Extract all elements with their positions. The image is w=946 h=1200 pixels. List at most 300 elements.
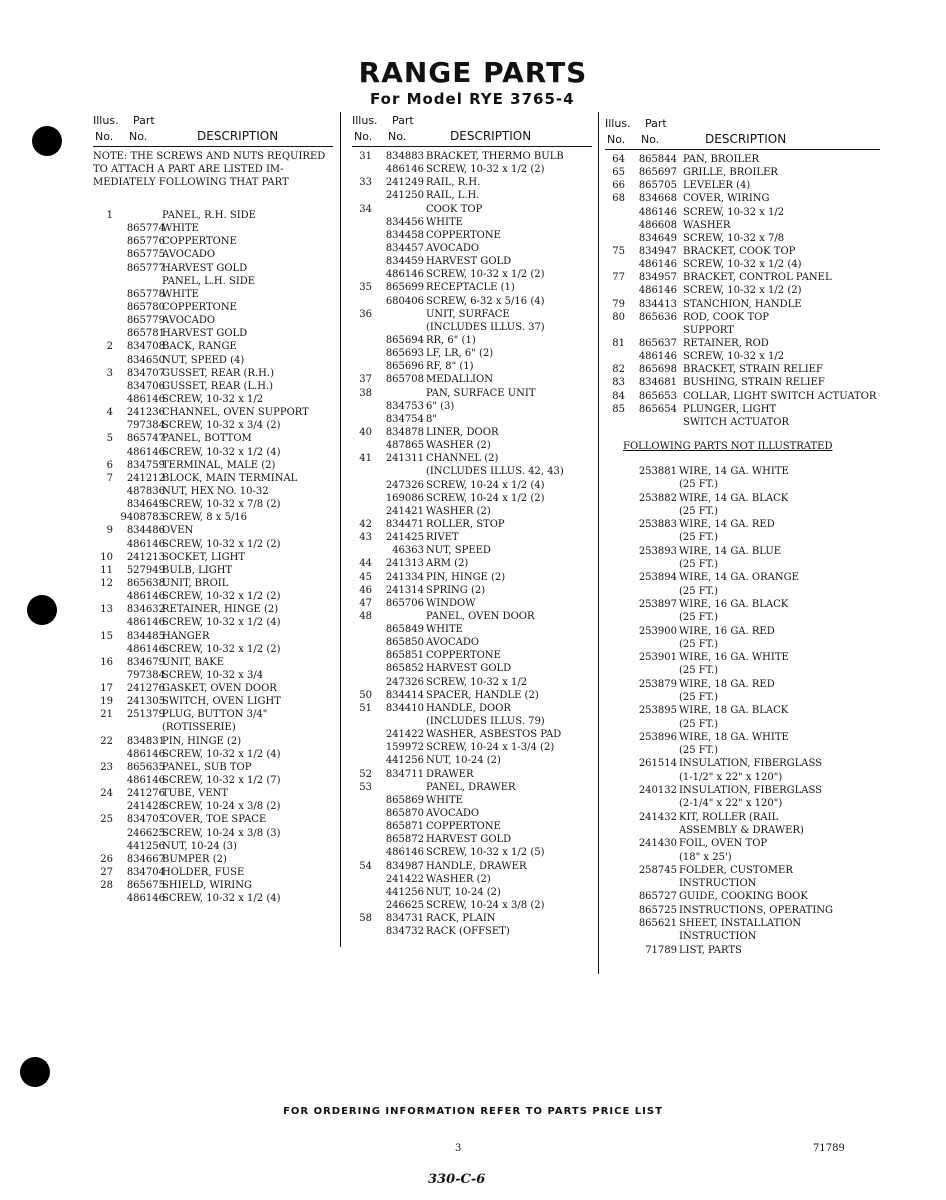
part-row — [605, 638, 880, 651]
part-number: 241250 — [385, 190, 424, 202]
part-row — [352, 820, 592, 833]
part-description: COVER, TOE SPACE — [162, 814, 267, 826]
part-description: SCREW, 10-32 x 1/2 (2) — [162, 591, 281, 603]
part-description: WASHER, ASBESTOS PAD — [426, 729, 562, 741]
part-row — [605, 192, 880, 205]
part-description: WIRE, 14 GA. ORANGE — [679, 572, 799, 584]
part-description: FOIL, OVEN TOP — [679, 838, 768, 850]
part-row — [93, 235, 333, 248]
part-number: 834458 — [385, 229, 424, 241]
part-description: SUPPORT — [683, 324, 734, 336]
part-row — [93, 800, 333, 813]
part-description: RETAINER, ROD — [683, 337, 769, 349]
part-row — [352, 242, 592, 255]
part-description: DRAWER — [426, 768, 474, 780]
part-number: 241249 — [385, 177, 424, 189]
part-row — [352, 373, 592, 386]
page-title: RANGE PARTS — [358, 56, 588, 89]
part-description: BACK, RANGE — [162, 341, 237, 353]
part-row — [93, 669, 333, 682]
part-number: 865637 — [638, 337, 677, 349]
part-row — [352, 899, 592, 912]
part-number: 834704 — [126, 867, 165, 879]
part-row — [352, 649, 592, 662]
part-number: 487865 — [385, 440, 424, 452]
part-number: 241311 — [385, 453, 424, 465]
part-number: 865653 — [638, 390, 677, 402]
part-row — [352, 728, 592, 741]
part-number: 253897 — [638, 598, 677, 610]
illus-number: 3 — [106, 367, 113, 379]
part-row — [605, 585, 880, 598]
part-row — [93, 708, 333, 721]
part-row — [605, 416, 880, 429]
part-row — [605, 531, 880, 544]
part-row — [352, 833, 592, 846]
header-illus: Illus. — [605, 117, 631, 130]
illus-number: 84 — [612, 390, 625, 402]
part-description: SCREW, 10-32 x 1/2 (2) — [162, 643, 281, 655]
part-number: 241430 — [638, 838, 677, 850]
part-description: AVOCADO — [162, 249, 216, 261]
part-number: 441256 — [385, 755, 424, 767]
part-row — [605, 771, 880, 784]
part-description: SHIELD, WIRING — [162, 880, 252, 892]
part-number: 241428 — [126, 801, 165, 813]
part-number: 46363 — [392, 545, 424, 557]
part-number: 834711 — [385, 768, 424, 780]
illus-number: 64 — [612, 154, 625, 165]
part-number: 253882 — [638, 492, 677, 504]
illus-number: 75 — [612, 245, 625, 257]
part-number: 834731 — [385, 913, 424, 925]
part-row — [605, 625, 880, 638]
part-number: 247326 — [385, 676, 424, 688]
part-row — [93, 616, 333, 629]
part-description: RETAINER, HINGE (2) — [162, 604, 279, 616]
part-row — [605, 465, 880, 478]
part-description: LINER, DOOR — [426, 426, 499, 438]
part-description: PANEL, OVEN DOOR — [426, 610, 535, 622]
illus-number: 19 — [100, 696, 113, 708]
part-description: SCREW, 10-32 x 3/4 (2) — [162, 420, 281, 432]
part-number: 241236 — [126, 407, 165, 419]
part-row — [93, 222, 333, 235]
not-illustrated-heading: FOLLOWING PARTS NOT ILLUSTRATED — [623, 440, 833, 452]
illus-number: 58 — [359, 913, 372, 925]
part-description: GUIDE, COOKING BOOK — [679, 891, 808, 903]
part-description: SCREW, 10-32 x 1/2 (2) — [426, 269, 545, 281]
part-number: 834457 — [385, 242, 424, 254]
part-number: 865776 — [126, 236, 165, 248]
part-row — [93, 511, 333, 524]
part-description: SCREW, 10-32 x 1/2 (4) — [683, 259, 802, 271]
part-row — [93, 630, 333, 643]
part-row — [93, 459, 333, 472]
part-description: (25 FT.) — [679, 718, 719, 730]
illus-number: 26 — [100, 853, 113, 865]
part-number: 865727 — [638, 891, 677, 903]
part-description: CHANNEL, OVEN SUPPORT — [162, 407, 309, 419]
part-row — [605, 206, 880, 219]
part-number: 486146 — [126, 775, 165, 787]
part-description: PIN, HINGE (2) — [426, 571, 506, 583]
part-description: (INCLUDES ILLUS. 79) — [426, 716, 545, 728]
part-number: 159972 — [385, 742, 424, 754]
part-number: 834681 — [638, 377, 677, 389]
illus-number: 15 — [100, 630, 113, 642]
part-description: HARVEST GOLD — [162, 328, 248, 340]
part-number: 865747 — [126, 433, 165, 445]
part-number: 486146 — [126, 748, 165, 760]
not-illustrated-list — [605, 465, 880, 957]
part-row — [352, 360, 592, 373]
part-row — [605, 219, 880, 232]
part-number: 241425 — [385, 532, 424, 544]
handwritten-code: 330-C-6 — [428, 1172, 486, 1187]
part-description: COOK TOP — [426, 203, 483, 215]
part-description: SCREW, 10-32 x 1/2 — [683, 351, 785, 363]
part-row — [93, 787, 333, 800]
part-row — [605, 258, 880, 271]
part-description: PANEL, R.H. SIDE — [162, 210, 256, 221]
part-number: 834708 — [126, 341, 165, 353]
page-number: 3 — [455, 1143, 462, 1154]
part-number: 247326 — [385, 479, 424, 491]
part-description: WIRE, 14 GA. BLACK — [679, 492, 789, 504]
document-number: 71789 — [813, 1143, 845, 1154]
part-number: 865780 — [126, 301, 165, 313]
part-number: 834754 — [385, 413, 424, 425]
illus-number: 11 — [100, 564, 113, 576]
part-row — [605, 571, 880, 584]
part-number: 246625 — [126, 827, 165, 839]
part-row — [605, 179, 880, 192]
illus-number: 24 — [100, 788, 113, 800]
part-row — [605, 704, 880, 717]
part-description: RF, 8" (1) — [426, 361, 474, 373]
header-illus-no: No. — [95, 130, 114, 143]
part-description: SCREW, 10-32 x 1/2 (4) — [162, 748, 281, 760]
part-description: COPPERTONE — [162, 301, 237, 313]
illus-number: 50 — [359, 689, 372, 701]
part-description: 6" (3) — [426, 400, 455, 412]
binder-hole-bottom — [20, 1057, 50, 1087]
part-description: HOLDER, FUSE — [162, 867, 245, 879]
part-description: 8" — [426, 413, 437, 425]
illus-number: 10 — [100, 551, 113, 563]
part-description: INSTRUCTION — [679, 931, 757, 943]
part-number: 834987 — [385, 860, 424, 872]
part-number: 487836 — [126, 485, 165, 497]
part-row — [605, 166, 880, 179]
part-description: (INCLUDES ILLUS. 37) — [426, 321, 545, 333]
part-number: 241422 — [385, 729, 424, 741]
part-description: AVOCADO — [426, 242, 480, 254]
part-description: RAIL, L.H. — [426, 190, 480, 202]
part-number: 251379 — [126, 709, 165, 721]
part-row — [605, 731, 880, 744]
part-description: SWITCH ACTUATOR — [683, 416, 790, 428]
part-number: 241421 — [385, 505, 424, 517]
part-number: 834485 — [126, 630, 165, 642]
part-description: SCREW, 10-24 x 3/8 (2) — [162, 801, 281, 813]
part-row — [352, 597, 592, 610]
part-row — [605, 376, 880, 389]
part-description: SCREW, 10-24 x 1-3/4 (2) — [426, 742, 555, 754]
part-description: NUT, HEX NO. 10-32 — [162, 485, 269, 497]
part-description: NUT, 10-24 (3) — [162, 840, 237, 852]
header-description: DESCRIPTION — [705, 132, 787, 146]
part-row — [93, 314, 333, 327]
illus-number: 25 — [100, 814, 113, 826]
part-description: NUT, 10-24 (2) — [426, 755, 501, 767]
illus-number: 41 — [359, 453, 372, 465]
part-row — [93, 485, 333, 498]
part-description: PANEL, DRAWER — [426, 781, 516, 793]
illus-number: 80 — [612, 311, 625, 323]
part-description: WIRE, 16 GA. RED — [679, 625, 775, 637]
part-number: 241276 — [126, 788, 165, 800]
part-row — [93, 209, 333, 222]
header-illus: Illus. — [93, 114, 119, 127]
illus-number: 2 — [106, 341, 113, 353]
part-row — [605, 232, 880, 245]
part-number: 486146 — [126, 617, 165, 629]
part-row — [605, 678, 880, 691]
part-description: UNIT, BAKE — [162, 656, 225, 668]
part-row — [605, 811, 880, 824]
part-description: ROLLER, STOP — [426, 518, 505, 530]
part-row — [352, 531, 592, 544]
part-row — [93, 656, 333, 669]
part-row — [352, 768, 592, 781]
column-divider-2 — [598, 112, 599, 974]
part-number: 834486 — [126, 525, 165, 537]
part-row — [352, 873, 592, 886]
part-description: PANEL, BOTTOM — [162, 433, 252, 445]
part-number: 253893 — [638, 545, 677, 557]
part-row — [93, 551, 333, 564]
part-row — [93, 603, 333, 616]
part-row — [605, 390, 880, 403]
part-row — [605, 153, 880, 166]
part-row — [352, 452, 592, 465]
part-description: UNIT, SURFACE — [426, 308, 510, 320]
part-row — [93, 761, 333, 774]
part-row — [352, 623, 592, 636]
part-row — [93, 748, 333, 761]
part-description: (25 FT.) — [679, 479, 719, 491]
part-row — [93, 354, 333, 367]
part-row — [352, 715, 592, 728]
part-description: SHEET, INSTALLATION — [679, 918, 802, 930]
part-row — [605, 505, 880, 518]
part-number: 865698 — [638, 364, 677, 376]
part-row — [93, 866, 333, 879]
part-number: 241313 — [385, 558, 424, 570]
part-number: 834632 — [126, 604, 165, 616]
part-description: RIVET — [426, 532, 459, 544]
illus-number: 34 — [359, 203, 372, 215]
part-row — [352, 439, 592, 452]
part-row — [93, 577, 333, 590]
part-description: ARM (2) — [426, 558, 469, 570]
part-number: 486146 — [385, 164, 424, 176]
part-description: HARVEST GOLD — [426, 256, 512, 268]
illus-number: 46 — [359, 584, 372, 596]
parts-column-1 — [93, 112, 333, 905]
part-number: 486146 — [126, 643, 165, 655]
part-number: 486146 — [385, 269, 424, 281]
part-row — [352, 189, 592, 202]
part-number: 865699 — [385, 282, 424, 294]
part-number: 865621 — [638, 918, 677, 930]
part-description: (25 FT.) — [679, 585, 719, 597]
part-description: WIRE, 18 GA. WHITE — [679, 731, 789, 743]
illus-number: 1 — [106, 210, 113, 221]
illus-number: 45 — [359, 571, 372, 583]
part-row — [352, 229, 592, 242]
part-number: 834668 — [638, 193, 677, 205]
column-divider-1 — [340, 112, 341, 947]
part-description: TUBE, VENT — [162, 788, 229, 800]
illus-number: 35 — [359, 282, 372, 294]
part-description: HANGER — [162, 630, 210, 642]
part-row — [93, 682, 333, 695]
ordering-footer: FOR ORDERING INFORMATION REFER TO PARTS PRICE LIST — [283, 1106, 663, 1117]
part-description: PAN, SURFACE UNIT — [426, 387, 536, 399]
part-description: (2-1/4" x 22" x 120") — [679, 798, 783, 810]
illus-number: 77 — [612, 272, 625, 284]
part-number: 834831 — [126, 735, 165, 747]
part-row — [352, 781, 592, 794]
part-row — [93, 813, 333, 826]
part-row — [93, 524, 333, 537]
illus-number: 44 — [359, 558, 372, 570]
part-description: BRACKET, COOK TOP — [683, 245, 796, 257]
part-description: INSULATION, FIBERGLASS — [679, 785, 823, 797]
part-description: WIRE, 18 GA. BLACK — [679, 705, 789, 717]
illus-number: 53 — [359, 781, 372, 793]
part-row — [93, 393, 333, 406]
part-description: SCREW, 10-32 x 1/2 (5) — [426, 847, 545, 859]
part-row — [352, 544, 592, 557]
part-row — [93, 538, 333, 551]
part-description: SCREW, 10-24 x 3/8 (3) — [162, 827, 281, 839]
illus-number: 16 — [100, 656, 113, 668]
part-row — [605, 545, 880, 558]
part-description: (INCLUDES ILLUS. 42, 43) — [426, 466, 564, 478]
column-header — [93, 112, 333, 147]
part-row — [605, 651, 880, 664]
illus-number: 13 — [100, 604, 113, 616]
illus-number: 42 — [359, 518, 372, 530]
part-number: 865638 — [126, 577, 165, 589]
part-number: 865693 — [385, 348, 424, 360]
part-row — [605, 611, 880, 624]
part-description: PANEL, SUB TOP — [162, 761, 252, 773]
part-description: SCREW, 10-32 x 1/2 (7) — [162, 775, 281, 787]
part-row — [605, 824, 880, 837]
part-row — [93, 340, 333, 353]
part-description: COLLAR, LIGHT SWITCH ACTUATOR — [683, 390, 877, 402]
part-description: INSTRUCTION — [679, 878, 757, 890]
part-description: LEVELER (4) — [683, 180, 751, 192]
part-row — [605, 492, 880, 505]
part-number: 486146 — [638, 351, 677, 363]
part-number: 834679 — [126, 656, 165, 668]
note-line: TO ATTACH A PART ARE LISTED IM- — [93, 164, 284, 175]
part-number: 865779 — [126, 315, 165, 327]
illus-number: 9 — [106, 525, 113, 537]
header-illus-no: No. — [607, 133, 626, 146]
part-row — [93, 406, 333, 419]
part-row — [605, 311, 880, 324]
part-row — [352, 426, 592, 439]
part-row — [352, 400, 592, 413]
part-row — [352, 387, 592, 400]
part-description: BRACKET, STRAIN RELIEF — [683, 364, 823, 376]
part-description: SCREW, 10-24 x 1/2 (2) — [426, 492, 545, 504]
part-number: 834759 — [126, 459, 165, 471]
illus-number: 66 — [612, 180, 625, 192]
part-row — [93, 472, 333, 485]
illus-number: 7 — [106, 472, 113, 484]
header-part-no: No. — [388, 130, 407, 143]
part-description: WASHER (2) — [426, 873, 491, 885]
part-description: SCREW, 10-32 x 1/2 — [683, 206, 785, 218]
part-description: PLUG, BUTTON 3/4" — [162, 709, 268, 721]
part-row — [93, 695, 333, 708]
part-row — [605, 284, 880, 297]
illus-number: 38 — [359, 387, 372, 399]
part-description: (25 FT.) — [679, 638, 719, 650]
part-row — [352, 794, 592, 807]
part-number: 865706 — [385, 597, 424, 609]
illus-number: 4 — [106, 407, 113, 419]
part-description: SPRING (2) — [426, 584, 486, 596]
part-row — [605, 890, 880, 903]
part-description: RAIL, R.H. — [426, 177, 481, 189]
illus-number: 33 — [359, 177, 372, 189]
part-row — [93, 432, 333, 445]
part-description: BUSHING, STRAIN RELIEF — [683, 377, 825, 389]
illus-number: 79 — [612, 298, 625, 310]
part-number: 71789 — [645, 944, 677, 956]
part-row — [605, 837, 880, 850]
part-number: 865675 — [126, 880, 165, 892]
part-row — [93, 380, 333, 393]
illus-number: 82 — [612, 364, 625, 376]
header-part: Part — [392, 114, 414, 127]
part-number: 865872 — [385, 834, 424, 846]
illus-number: 65 — [612, 167, 625, 179]
part-number: 486146 — [126, 591, 165, 603]
part-row — [93, 892, 333, 905]
part-row — [352, 636, 592, 649]
part-row — [352, 662, 592, 675]
part-row — [605, 558, 880, 571]
part-row — [605, 877, 880, 890]
part-row — [93, 564, 333, 577]
part-description: (25 FT.) — [679, 692, 719, 703]
illus-number: 43 — [359, 532, 372, 544]
part-row — [352, 912, 592, 925]
illus-number: 54 — [359, 860, 372, 872]
illus-number: 37 — [359, 374, 372, 386]
part-number: 486146 — [126, 538, 165, 550]
